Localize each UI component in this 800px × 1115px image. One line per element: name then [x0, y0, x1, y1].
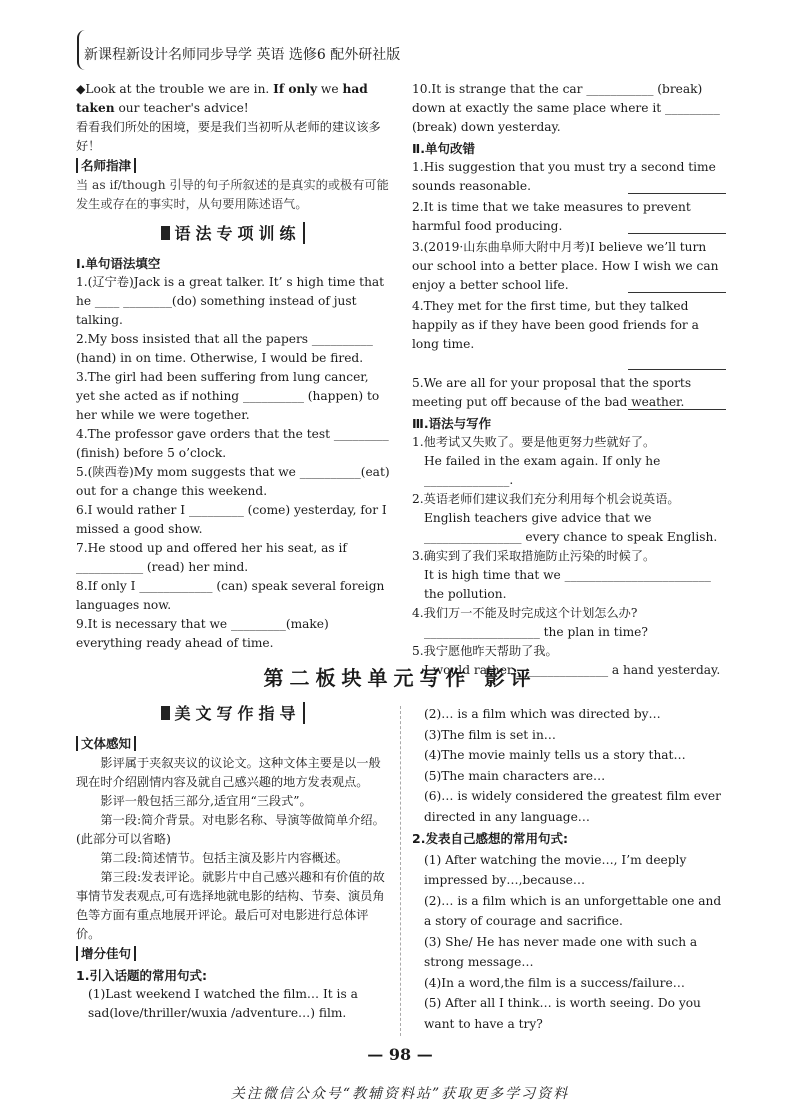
phrase-line: (3)The film is set in…	[424, 727, 556, 742]
section2-title: 第二板块单元写作 影评	[263, 666, 537, 690]
answer-line	[628, 368, 726, 370]
phrase-line: (1) After watching the movie…, I’m deeply impressed by…,because…	[424, 852, 687, 887]
phrases-subtitle: 2.发表自己感想的常用句式:	[412, 831, 568, 846]
guide-paragraph: 影评属于夹叙夹议的议论文。这种文体主要是以一般现在时介绍剧情内容及就自己感兴趣的地方发表观点。	[76, 756, 381, 789]
phrase-line: (2)… is a film which was directed by…	[424, 707, 661, 721]
example-sentence-en: ◆Look at the trouble we are in. If only we had taken our teacher's advice!	[76, 82, 368, 115]
genre-tag: 文体感知	[76, 736, 136, 751]
book-header-title: 新课程新设计名师同步导学 英语 选修6 配外研社版	[84, 47, 401, 63]
writing-prompt-cn: 5.我宁愿他昨天帮助了我。	[412, 644, 558, 658]
phrases-tag: 增分佳句	[76, 946, 136, 961]
correction-item: 4.They met for the first time, but they talked happily as if they have been good friends for a long time.	[412, 299, 699, 351]
writing-prompt-cn: 1.他考试又失败了。要是他更努力些就好了。	[412, 435, 656, 449]
phrase-line: (4)The movie mainly tells us a story that…	[424, 748, 686, 762]
phrase-line: (5)The main characters are…	[424, 768, 606, 783]
phrase-line: (3) She/ He has never made one with such a strong message…	[424, 934, 698, 969]
writing-line-en: English teachers give advice that we ________________ every chance to speak English.	[424, 511, 718, 544]
correction-item: 3.(2019·山东曲阜师大附中月考)I believe we’ll turn our school into a better place. How I wish we can enjoy a better school life.	[412, 240, 719, 292]
footer-note: 关注微信公众号“教辅资料站”获取更多学习资料	[230, 1086, 570, 1102]
answer-line	[628, 192, 726, 194]
part2-title: Ⅱ.单句改错	[412, 141, 475, 156]
phrase-line: (2)… is a film which is an unforgettable one and a story of courage and sacrifice.	[424, 893, 722, 928]
tip-text: 当 as if/though 引导的句子所叙述的是真实的或极有可能发生或存在的事实时，从句要用陈述语气。	[76, 178, 389, 211]
guide-paragraph: 影评一般包括三部分,适宜用“三段式”。	[100, 794, 312, 808]
writing-line-en: ___________________ the plan in time?	[424, 625, 648, 639]
heading-marker-icon	[161, 706, 170, 720]
guide-paragraph: 第三段:发表评论。就影片中自己感兴趣和有价值的故事情节发表观点,可有选择地就电影的结构、节奏、演员角色等方面有重点地展开评论。最后可对电影进行总体评价。	[76, 870, 385, 941]
correction-item: 2.It is time that we take measures to prevent harmful food producing.	[412, 200, 691, 233]
writing-line-en: He failed in the exam again. If only he ______________.	[424, 454, 661, 487]
exercise-item: 9.It is necessary that we _________(make) everything ready ahead of time.	[76, 617, 329, 650]
exercise-item: 6.I would rather I _________ (come) yesterday, for I missed a good show.	[76, 503, 387, 536]
guide-paragraph: 第二段:简述情节。包括主演及影片内容概述。	[100, 851, 349, 865]
writing-guide-heading: 美文写作指导	[76, 702, 390, 724]
writing-prompt-cn: 4.我们万一不能及时完成这个计划怎么办?	[412, 606, 638, 620]
left-bottom-column	[76, 702, 390, 1023]
correction-item: 1.His suggestion that you must try a second time sounds reasonable.	[412, 160, 716, 193]
phrase-line: (1)Last weekend I watched the film… It is a sad(love/thriller/wuxia /adventure…) film.	[88, 987, 358, 1020]
tip-tag: 名师指津	[76, 158, 136, 173]
page-number: — 98 —	[367, 1045, 433, 1064]
exercise-item: 8.If only I ____________ (can) speak several foreign languages now.	[76, 579, 385, 612]
guide-paragraph: 第一段:简介背景。对电影名称、导演等做简单介绍。(此部分可以省略)	[76, 813, 385, 846]
writing-prompt-cn: 3.确实到了我们采取措施防止污染的时候了。	[412, 549, 656, 563]
part3-title: Ⅲ.语法与写作	[412, 416, 492, 431]
heading-marker-icon	[161, 226, 170, 240]
part1-title: Ⅰ.单句语法填空	[76, 256, 161, 271]
exercise-item: 7.He stood up and offered her his seat, as if ___________ (read) her mind.	[76, 541, 347, 574]
phrase-line: (4)In a word,the film is a success/failure…	[424, 975, 685, 990]
exercise-item: 4.The professor gave orders that the test _________ (finish) before 5 o’clock.	[76, 427, 389, 460]
right-top-column	[412, 80, 726, 680]
right-bottom-column	[412, 704, 726, 1034]
answer-line	[628, 232, 726, 234]
phrase-line: (6)… is widely considered the greatest film ever directed in any language…	[424, 789, 721, 824]
column-divider	[400, 706, 402, 1036]
phrases-subtitle: 1.引入话题的常用句式:	[76, 968, 207, 983]
answer-line	[628, 291, 726, 293]
left-top-column	[76, 80, 390, 653]
correction-item: 5.We are all for your proposal that the sports meeting put off because of the bad weather.	[412, 376, 692, 409]
exercise-item: 2.My boss insisted that all the papers __________ (hand) in on time. Otherwise, I would be fired.	[76, 332, 373, 365]
exercise-item: 5.(陕西卷)My mom suggests that we __________(eat) out for a change this weekend.	[76, 465, 390, 498]
example-sentence-cn: 看看我们所处的困境，要是我们当初听从老师的建议该多好！	[76, 120, 381, 153]
exercise-item: 1.(辽宁卷)Jack is a great talker. It’ s high time that he ____ ________(do) something instead of just talking.	[76, 275, 385, 327]
writing-prompt-cn: 2.英语老师们建议我们充分利用每个机会说英语。	[412, 492, 680, 506]
exercise-item: 10.It is strange that the car ___________ (break) down at exactly the same place where it _________ (break) down yesterday.	[412, 82, 720, 134]
exercise-item: 3.The girl had been suffering from lung cancer, yet she acted as if nothing __________ (happen) to her while we were together.	[76, 370, 380, 422]
section-heading: 语法专项训练	[76, 222, 390, 244]
writing-line-en: I would rather _______________ a hand yesterday.	[424, 663, 721, 677]
writing-line-en: It is high time that we ________________________ the pollution.	[424, 568, 711, 601]
phrase-line: (5) After all I think… is worth seeing. Do you want to have a try?	[424, 996, 701, 1031]
